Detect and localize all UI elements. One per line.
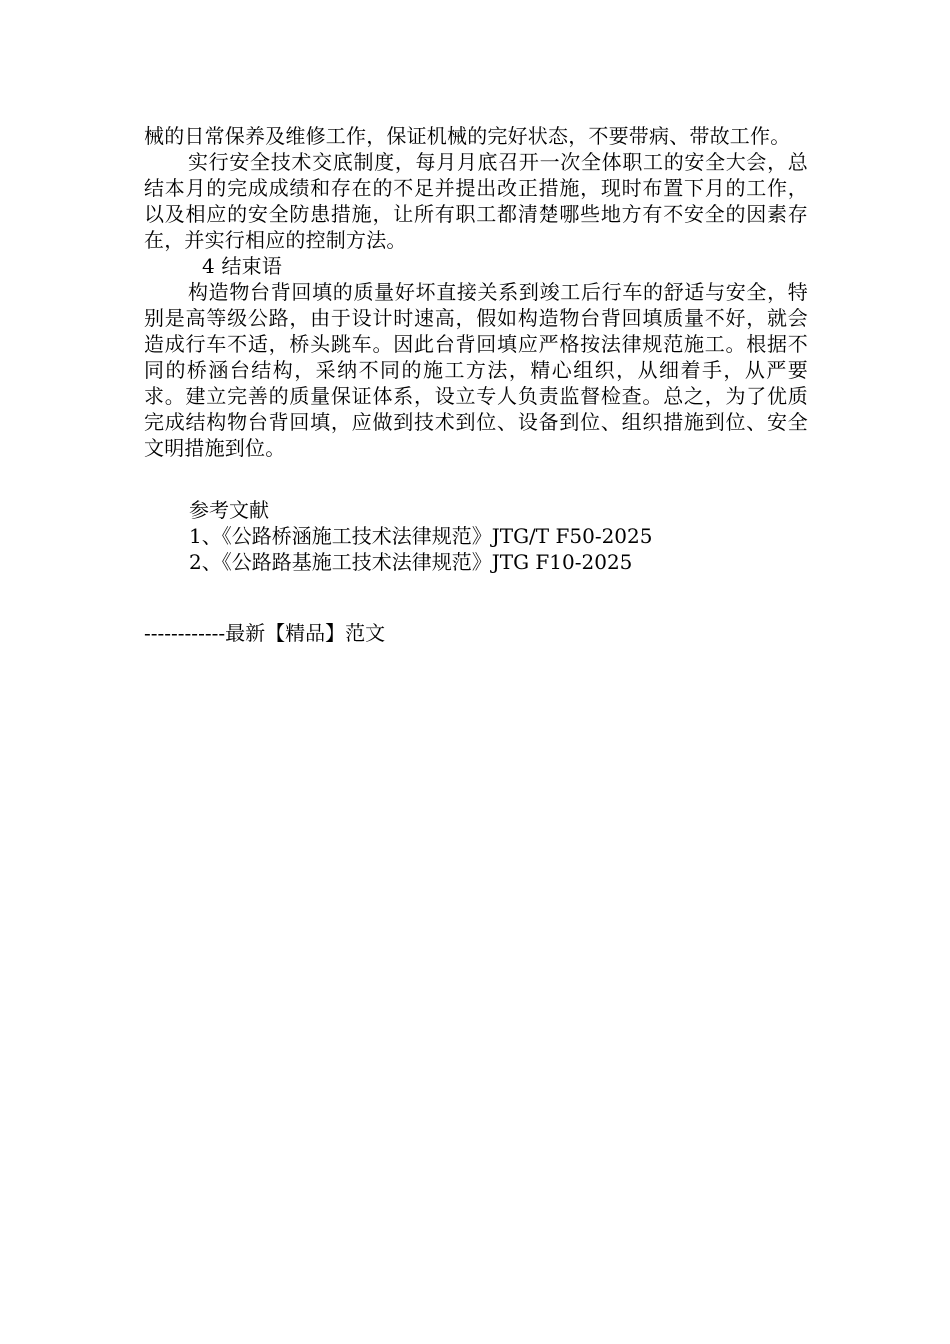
paragraph-safety-briefing: 实行安全技术交底制度，每月月底召开一次全体职工的安全大会，总结本月的完成成绩和存在的不足并提出改正措施，现时布置下月的工作，以及相应的安全防患措施，让所有职工都清楚哪些地方有不安全的因素存在，并实行相应的控制方法。 xyxy=(144,150,808,252)
references-section xyxy=(189,497,809,575)
document-body xyxy=(144,123,808,461)
paragraph-maintenance: 械的日常保养及维修工作，保证机械的完好状态，不要带病、带故工作。 xyxy=(144,124,791,148)
reference-item-2: 2、《公路路基施工技术法律规范》JTG F10-2025 xyxy=(189,550,633,574)
reference-item-1: 1、《公路桥涵施工技术法律规范》JTG/T F50-2025 xyxy=(189,524,653,548)
footer-tagline: ------------最新【精品】范文 xyxy=(144,621,386,645)
paragraph-conclusion: 构造物台背回填的质量好坏直接关系到竣工后行车的舒适与安全，特别是高等级公路，由于设计时速高，假如构造物台背回填质量不好，就会造成行车不适，桥头跳车。因此台背回填应严格按法律规范施工。根据不同的桥涵台结构，采纳不同的施工方法，精心组织，从细着手，从严要求。建立完善的质量保证体系，设立专人负责监督检查。总之，为了优质完成结构物台背回填，应做到技术到位、设备到位、组织措施到位、安全文明措施到位。 xyxy=(144,280,808,460)
section-heading-conclusion: 4 结束语 xyxy=(202,254,283,278)
references-title: 参考文献 xyxy=(189,498,269,522)
